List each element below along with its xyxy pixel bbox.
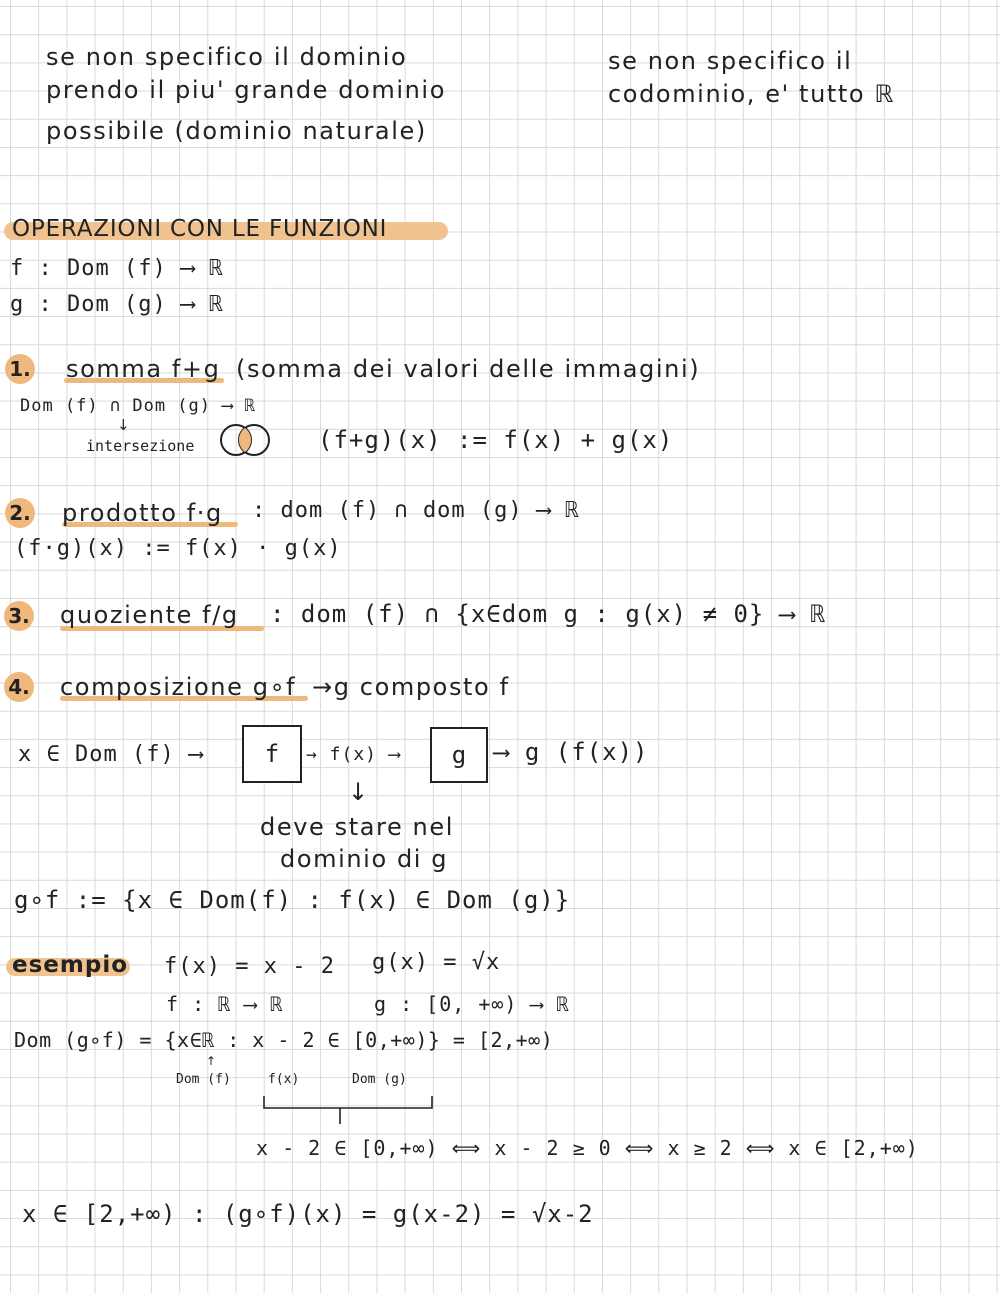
example-dom-f-arrow: ↑ xyxy=(206,1054,217,1068)
op1-intersection-label: intersezione xyxy=(86,437,195,455)
op2-title: prodotto f·g xyxy=(62,499,223,527)
op3-title: quoziente f/g xyxy=(60,601,239,629)
example-bracket xyxy=(260,1094,440,1134)
example-label-dom-g: Dom (g) xyxy=(352,1072,407,1087)
op1-formula: (f+g)(x) := f(x) + g(x) xyxy=(318,426,674,454)
function-g-box: g xyxy=(430,727,488,783)
codomain-note-line-1: se non specifico il xyxy=(608,47,853,75)
example-domain-composition: Dom (g∘f) = {x∈ℝ : x - 2 ∈ [0,+∞)} = [2,+∞) xyxy=(14,1028,554,1052)
op1-description: (somma dei valori delle immagini) xyxy=(236,355,701,383)
example-label-fx: f(x) xyxy=(268,1072,300,1087)
op1-number-badge: 1. xyxy=(5,354,35,384)
domain-note-line-2: prendo il piu' grande dominio xyxy=(46,76,446,104)
example-g-map: g : [0, +∞) ⟶ ℝ xyxy=(374,992,570,1016)
op1-domain: Dom (f) ∩ Dom (g) ⟶ ℝ xyxy=(20,396,256,416)
g-definition: g : Dom (g) ⟶ ℝ xyxy=(10,292,224,317)
composition-end: ⟶ g (f(x)) xyxy=(494,738,649,766)
example-result: x ∈ [2,+∞) : (g∘f)(x) = g(x-2) = √x-2 xyxy=(22,1200,594,1228)
op4-number-badge: 4. xyxy=(4,672,34,702)
composition-note-line-2: dominio di g xyxy=(280,845,449,873)
op3-number-badge: 3. xyxy=(4,601,34,631)
op2-formula: (f·g)(x) := f(x) · g(x) xyxy=(14,536,342,561)
op1-arrow: ↓ xyxy=(117,416,130,434)
op4-description: →g composto f xyxy=(312,673,510,701)
domain-note-line-1: se non specifico il dominio xyxy=(46,43,408,71)
op4-title: composizione g∘f xyxy=(60,673,297,701)
codomain-note-line-2: codominio, e' tutto ℝ xyxy=(608,80,896,108)
f-definition: f : Dom (f) ⟶ ℝ xyxy=(10,256,224,281)
domain-note-line-3: possibile (dominio naturale) xyxy=(46,117,427,145)
op1-title: somma f+g xyxy=(66,355,221,383)
example-label: esempio xyxy=(12,952,129,978)
op2-number-badge: 2. xyxy=(5,498,35,528)
example-equivalence-chain: x - 2 ∈ [0,+∞) ⟺ x - 2 ≥ 0 ⟺ x ≥ 2 ⟺ x ∈ [2,+∞) xyxy=(256,1136,919,1160)
example-label-dom-f: Dom (f) xyxy=(176,1072,231,1087)
composition-note-line-1: deve stare nel xyxy=(260,813,454,841)
section-title: OPERAZIONI CON LE FUNZIONI xyxy=(12,216,388,242)
composition-start: x ∈ Dom (f) ⟶ xyxy=(18,742,204,767)
function-f-box: f xyxy=(242,725,302,783)
example-g: g(x) = √x xyxy=(372,950,501,975)
op2-domain: : dom (f) ∩ dom (g) ⟶ ℝ xyxy=(252,498,580,523)
composition-definition: g∘f := {x ∈ Dom(f) : f(x) ∈ Dom (g)} xyxy=(14,886,571,914)
venn-intersection-icon xyxy=(210,420,280,460)
composition-down-arrow: ↓ xyxy=(348,778,369,806)
composition-middle: → f(x) ⟶ xyxy=(306,744,401,765)
example-f-map: f : ℝ ⟶ ℝ xyxy=(166,992,284,1016)
example-f: f(x) = x - 2 xyxy=(164,954,335,979)
op3-domain: : dom (f) ∩ {x∈dom g : g(x) ≠ 0} ⟶ ℝ xyxy=(270,600,827,628)
